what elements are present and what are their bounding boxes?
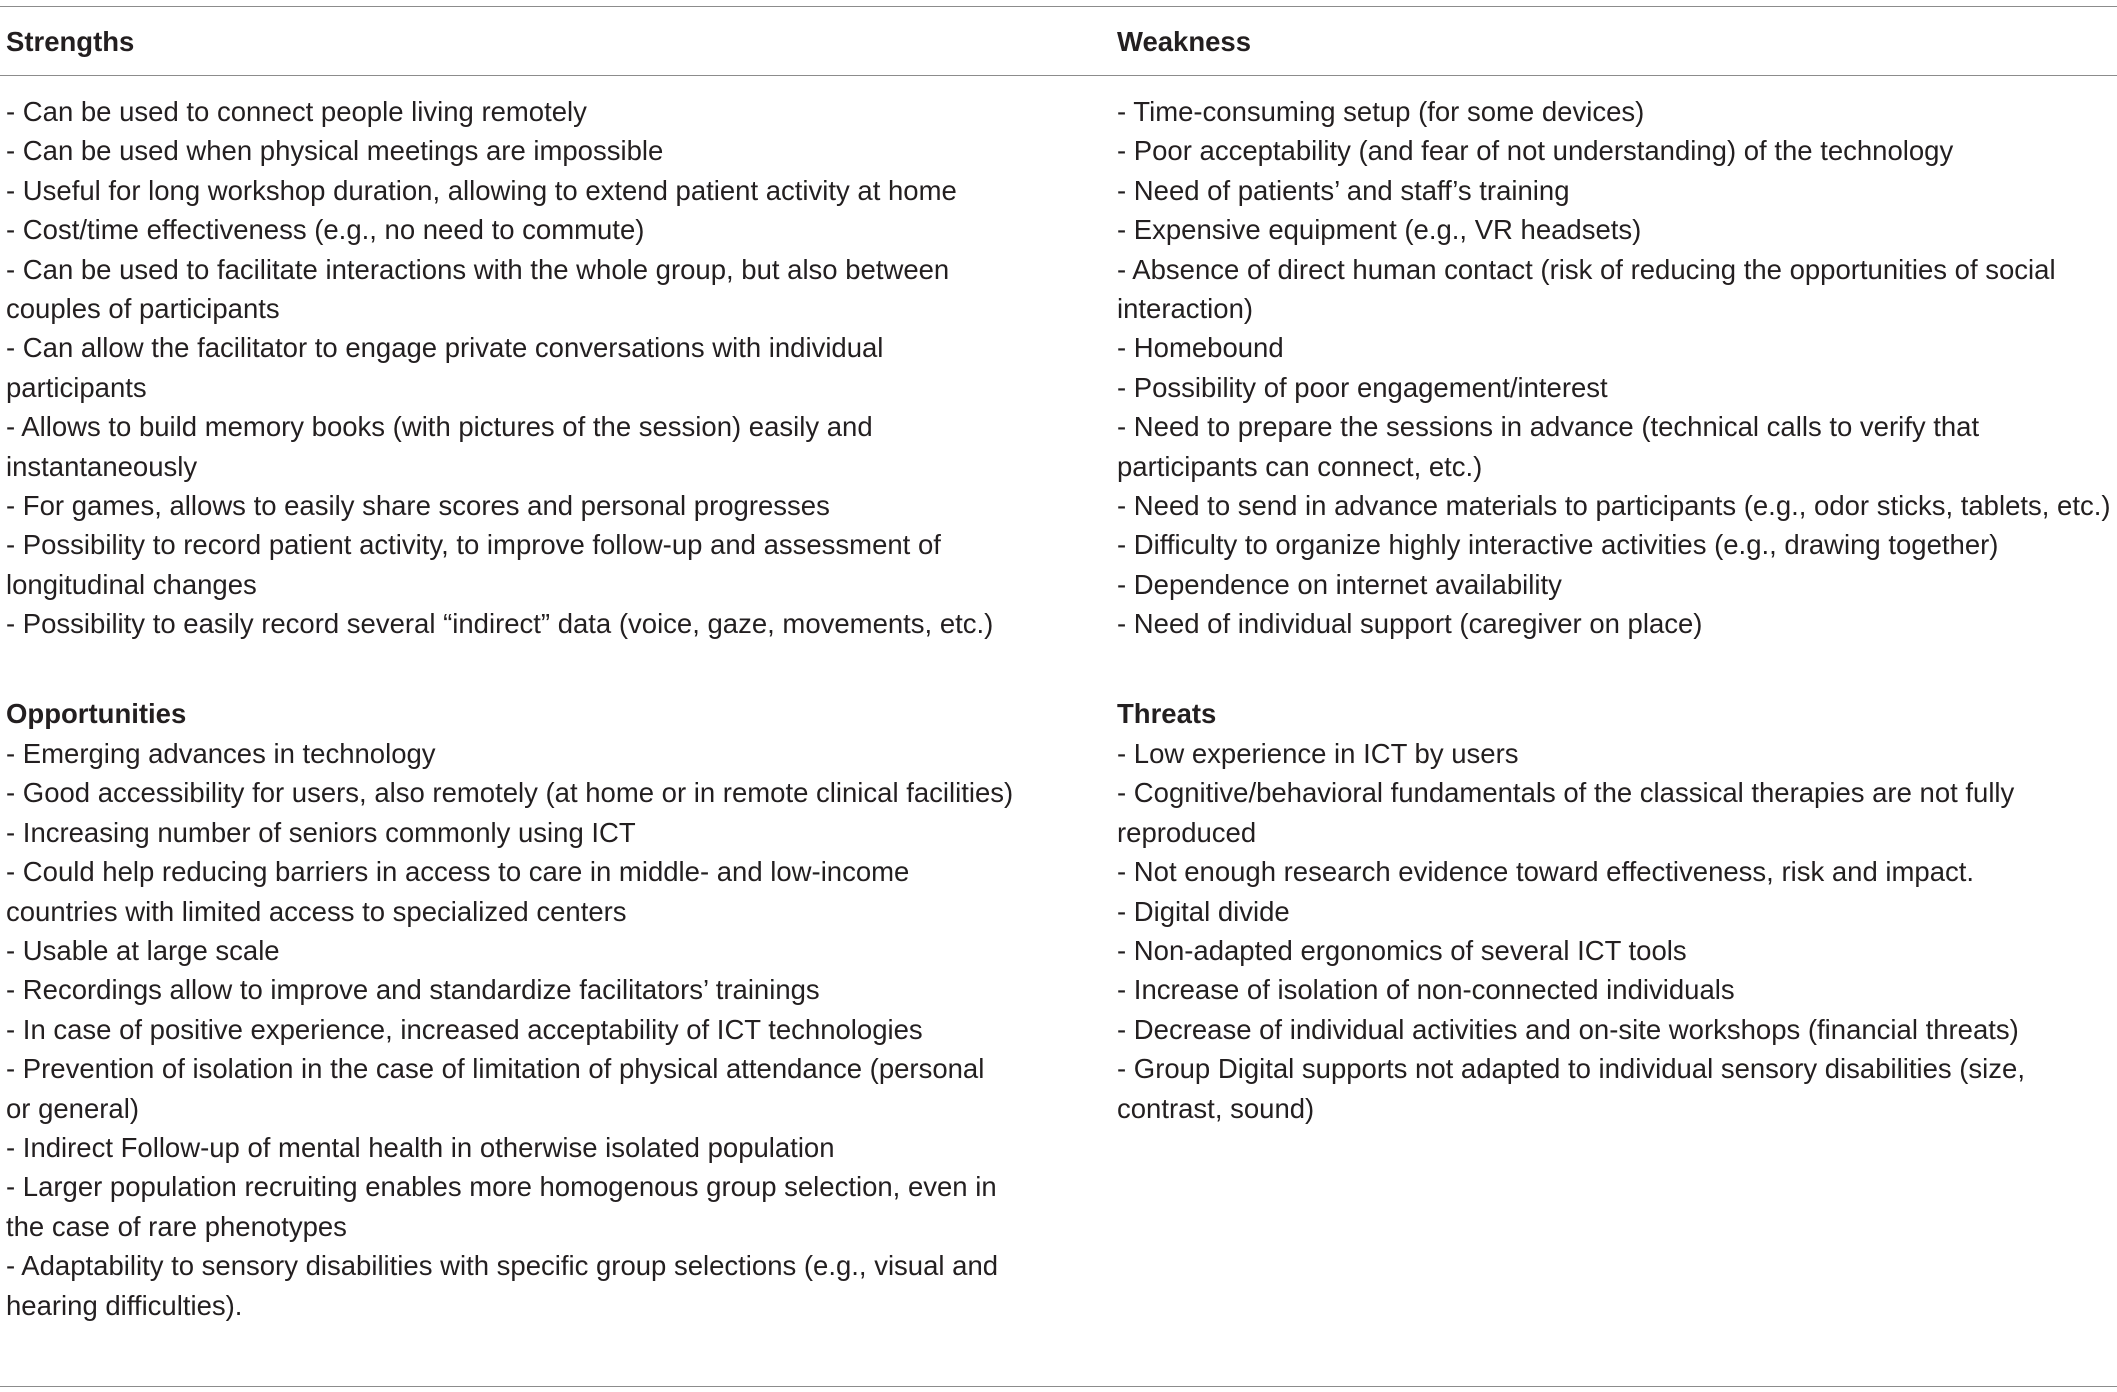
list-item: - Non-adapted ergonomics of several ICT tools: [1117, 935, 1687, 967]
table-header-rule: [0, 75, 2117, 76]
list-item: - Can be used when physical meetings are impossible: [6, 135, 664, 167]
list-item: - Decrease of individual activities and on-site workshops (financial threats): [1117, 1013, 2019, 1045]
list-item: - For games, allows to easily share scores and personal progresses: [6, 490, 830, 522]
list-item: - Increasing number of seniors commonly using ICT: [6, 816, 636, 848]
list-item: - Time-consuming setup (for some devices): [1117, 96, 1645, 127]
list-item: - Poor acceptability (and fear of not understanding) of the technology: [1117, 135, 1954, 167]
list-item: - Homebound: [1117, 332, 1284, 364]
list-item: - Need of patients’ and staff’s training: [1117, 174, 1570, 206]
list-item: - Possibility to easily record several “indirect” data (voice, gaze, movements, etc.): [6, 608, 994, 640]
opportunities-list: [6, 734, 1016, 1325]
list-item: - Not enough research evidence toward effectiveness, risk and impact.: [1117, 856, 1975, 888]
list-item: - Allows to build memory books (with pictures of the session) easily and instantaneously: [6, 411, 873, 482]
opportunities-title: Opportunities: [6, 698, 187, 729]
strengths-list: [6, 92, 1016, 644]
list-item: - Can be used to connect people living remotely: [6, 96, 587, 127]
list-item: - Adaptability to sensory disabilities with specific group selections (e.g., visual and hearing difficulties).: [6, 1250, 999, 1321]
list-item: - Need of individual support (caregiver on place): [1117, 608, 1703, 640]
list-item: - Need to send in advance materials to participants (e.g., odor sticks, tablets, etc.): [1117, 490, 2111, 522]
list-item: - Absence of direct human contact (risk of reducing the opportunities of social interaction): [1117, 253, 2056, 325]
list-item: - In case of positive experience, increased acceptability of ICT technologies: [6, 1013, 923, 1045]
threats-title: Threats: [1117, 698, 1217, 729]
strengths-header: Strengths: [6, 26, 135, 57]
list-item: - Increase of isolation of non-connected individuals: [1117, 974, 1735, 1006]
list-item: - Cost/time effectiveness (e.g., no need to commute): [6, 214, 645, 246]
list-item: - Group Digital supports not adapted to individual sensory disabilities (size, contrast, sound): [1117, 1053, 2025, 1124]
list-item: - Good accessibility for users, also remotely (at home or in remote clinical facilities): [6, 777, 1014, 809]
list-item: - Could help reducing barriers in access to care in middle- and low-income countries with limited access to specialized centers: [6, 856, 910, 927]
list-item: - Can be used to facilitate interactions with the whole group, but also between couples of participants: [6, 253, 950, 325]
weakness-header: Weakness: [1117, 26, 1252, 57]
opportunities-cell: [6, 694, 1016, 1325]
weakness-list: [1117, 92, 2112, 644]
list-item: - Dependence on internet availability: [1117, 568, 1562, 600]
list-item: - Possibility to record patient activity, to improve follow-up and assessment of longitudinal changes: [6, 529, 941, 600]
list-item: - Difficulty to organize highly interactive activities (e.g., drawing together): [1117, 529, 1999, 561]
strengths-cell: [6, 92, 1016, 644]
list-item: - Possibility of poor engagement/interest: [1117, 371, 1608, 403]
list-item: - Indirect Follow-up of mental health in otherwise isolated population: [6, 1132, 835, 1164]
weakness-cell: [1117, 92, 2112, 644]
table-top-rule: [0, 6, 2117, 7]
list-item: - Useful for long workshop duration, allowing to extend patient activity at home: [6, 174, 957, 206]
list-item: - Can allow the facilitator to engage private conversations with individual participants: [6, 332, 884, 403]
list-item: - Need to prepare the sessions in advance (technical calls to verify that participants can connect, etc.): [1117, 411, 1980, 482]
list-item: - Cognitive/behavioral fundamentals of the classical therapies are not fully reproduced: [1117, 777, 2015, 848]
threats-list: [1117, 734, 2112, 1128]
table-bottom-rule: [0, 1386, 2117, 1387]
list-item: - Emerging advances in technology: [6, 738, 436, 769]
list-item: - Expensive equipment (e.g., VR headsets): [1117, 214, 1642, 246]
list-item: - Digital divide: [1117, 895, 1290, 927]
threats-cell: [1117, 694, 2112, 1128]
list-item: - Prevention of isolation in the case of limitation of physical attendance (personal or general): [6, 1053, 985, 1124]
list-item: - Usable at large scale: [6, 935, 280, 967]
list-item: - Recordings allow to improve and standardize facilitators’ trainings: [6, 974, 820, 1006]
list-item: - Low experience in ICT by users: [1117, 738, 1519, 769]
list-item: - Larger population recruiting enables more homogenous group selection, even in the case of rare phenotypes: [6, 1171, 997, 1242]
